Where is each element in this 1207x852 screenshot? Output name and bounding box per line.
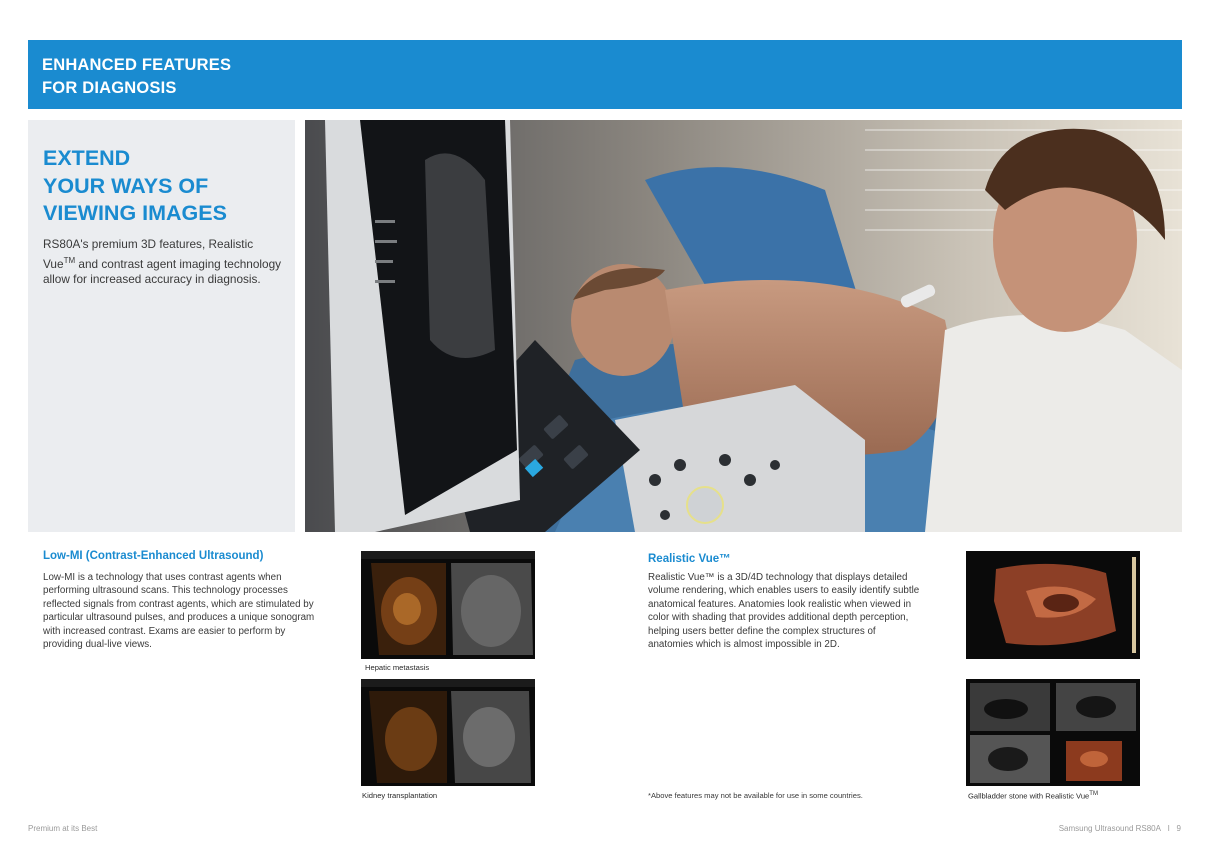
- hepatic-metastasis-image: [361, 551, 535, 659]
- page-number: 9: [1176, 824, 1181, 833]
- realistic-vue-3d-image: [966, 551, 1140, 659]
- 3d-render-graphic: [966, 551, 1140, 659]
- header-bar: [28, 40, 1182, 109]
- realistic-vue-title: Realistic Vue™: [648, 553, 731, 565]
- kidney-transplantation-image: [361, 679, 535, 786]
- gallbladder-caption: [968, 791, 1098, 801]
- section-title: [42, 54, 231, 100]
- kidney-caption: Kidney transplantation: [362, 791, 438, 800]
- gallbladder-caption-text: Gallbladder stone with Realistic Vue: [968, 791, 1090, 801]
- trademark-mark: TM: [63, 255, 76, 265]
- low-mi-text: Low-MI is a technology that uses contrast agents when performing ultrasound scans. This technology processes reflected signals from contrast agents, which are stimulated by particular ultrasound pulses, and produces a unique sonogram with increased contrast. Exams are easier to perform by providing dual-live views.: [43, 572, 315, 651]
- footer-product: Samsung Ultrasound RS80A: [1058, 824, 1161, 833]
- section-title-line2: FOR DIAGNOSIS: [42, 79, 177, 97]
- gallbladder-quad-graphic: [966, 679, 1140, 786]
- hero-illustration: [305, 120, 1182, 532]
- gallbladder-stone-image: [966, 679, 1140, 786]
- footer-left: Premium at its Best: [28, 824, 98, 833]
- section-title-line1: ENHANCED FEATURES: [42, 56, 232, 74]
- gallbladder-caption-tm: TM: [1089, 791, 1098, 797]
- intro-text-part1: RS80A's premium 3D features, Realistic Vue: [43, 237, 254, 271]
- intro-panel: [28, 120, 295, 532]
- hero-photo: [305, 120, 1182, 532]
- intro-text: [43, 237, 283, 287]
- low-mi-title: Low-MI (Contrast-Enhanced Ultrasound): [43, 550, 264, 562]
- footnote: *Above features may not be available for use in some countries.: [648, 791, 863, 800]
- hepatic-caption: Hepatic metastasis: [365, 663, 430, 672]
- footer-separator: I: [1167, 824, 1170, 833]
- kidney-ultrasound-graphic: [361, 679, 535, 786]
- realistic-vue-text: Realistic Vue™ is a 3D/4D technology that displays detailed volume rendering, which enables users to easily identify subtle anatomical features. Anatomies look realistic when viewed in color with shading that provides additional depth perception, helping users better define the complex structures of anatomies which is almost impossible in 2D.: [648, 572, 920, 651]
- footer-right: [1059, 824, 1181, 833]
- hepatic-ultrasound-graphic: [361, 551, 535, 659]
- intro-text-part2: and contrast agent imaging technology allow for increased accuracy in diagnosis.: [43, 256, 282, 286]
- headline-line1: EXTEND: [43, 146, 131, 170]
- headline-line3: VIEWING IMAGES: [43, 201, 227, 225]
- headline-line2: YOUR WAYS OF: [43, 173, 209, 198]
- headline: [43, 145, 227, 228]
